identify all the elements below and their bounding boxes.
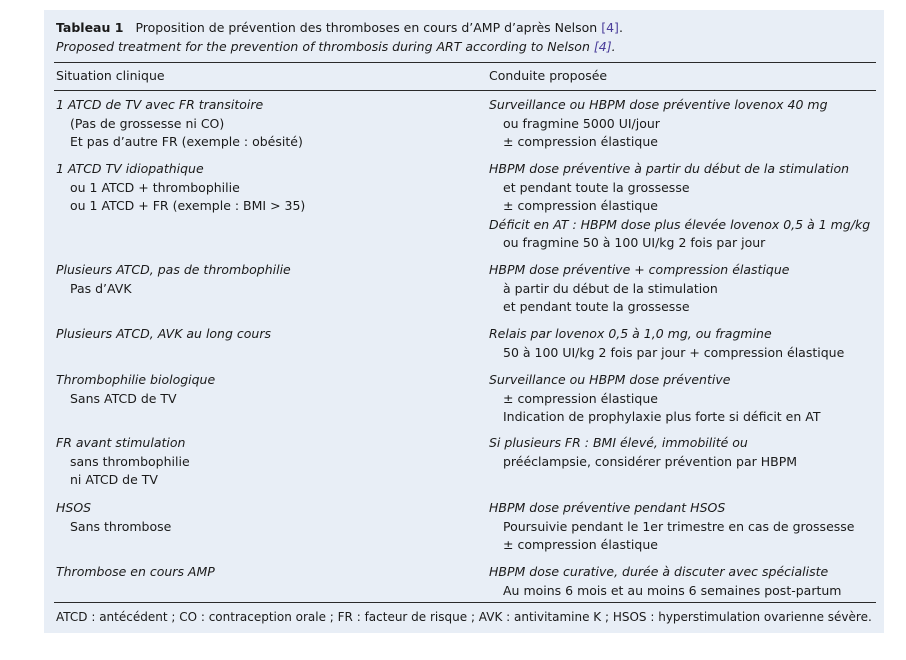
cell-line: HBPM dose curative, durée à discuter avec spécialiste: [489, 564, 829, 579]
caption-en: Proposed treatment for the prevention of thrombosis during ART according to Nelson: [56, 39, 590, 54]
cell-line: ou 1 ATCD + thrombophilie: [70, 179, 240, 195]
header-rule: [54, 90, 876, 91]
cell-line: HBPM dose préventive pendant HSOS: [489, 500, 726, 515]
cell-line: et pendant toute la grossesse: [503, 179, 690, 195]
table-cell-conduite: [489, 325, 844, 362]
cell-line: Au moins 6 mois et au moins 6 semaines post-partum: [503, 582, 842, 598]
bottom-rule: [54, 602, 876, 603]
table-cell-conduite: [489, 371, 820, 427]
cell-line: ± compression élastique: [503, 390, 658, 406]
cell-line: 1 ATCD TV idiopathique: [56, 161, 204, 176]
cell-line: ou 1 ATCD + FR (exemple : BMI > 35): [70, 198, 306, 213]
cell-line: sans thrombophilie: [70, 453, 190, 469]
cell-line: HBPM dose préventive + compression élastique: [489, 262, 790, 277]
header-situation: Situation clinique: [56, 68, 165, 83]
table-cell-situation: [56, 160, 305, 216]
cell-line: Surveillance ou HBPM dose préventive: [489, 372, 731, 387]
cell-line: Indication de prophylaxie plus forte si déficit en AT: [503, 409, 821, 424]
cell-line: Poursuivie pendant le 1er trimestre en cas de grossesse: [503, 518, 855, 534]
cell-line: FR avant stimulation: [56, 435, 186, 450]
table-cell-situation: [56, 325, 271, 344]
caption-fr: Proposition de prévention des thromboses en cours d’AMP d’après Nelson: [135, 20, 598, 35]
cell-line: Surveillance ou HBPM dose préventive lovenox 40 mg: [489, 97, 828, 112]
table-footnote: ATCD : antécédent ; CO : contraception orale ; FR : facteur de risque ; AVK : antivitamine K ; HSOS : hyperstimulation ovarienne sévère.: [56, 610, 872, 624]
cell-line: HBPM dose préventive à partir du début de la stimulation: [489, 161, 850, 176]
cell-line: Et pas d’autre FR (exemple : obésité): [70, 134, 303, 149]
cell-line: ou fragmine 5000 UI/jour: [503, 115, 660, 131]
cell-line: Pas d’AVK: [70, 280, 132, 296]
cell-line: 50 à 100 UI/kg 2 fois par jour + compression élastique: [503, 344, 845, 360]
table-cell-conduite: [489, 160, 870, 253]
cell-line: ± compression élastique: [503, 134, 658, 149]
cell-line: HSOS: [56, 500, 92, 515]
cell-line: Sans ATCD de TV: [70, 390, 177, 406]
table-cell-conduite: [489, 261, 789, 317]
cell-line: ± compression élastique: [503, 537, 658, 552]
cell-line: Si plusieurs FR : BMI élevé, immobilité ou: [489, 435, 748, 450]
cell-line: Plusieurs ATCD, pas de thrombophilie: [56, 262, 291, 277]
table-cell-conduite: [489, 96, 828, 152]
cell-line: 1 ATCD de TV avec FR transitoire: [56, 97, 264, 112]
table-cell-situation: [56, 563, 215, 582]
table-panel: [44, 10, 884, 633]
cell-line: Déficit en AT : HBPM dose plus élevée lovenox 0,5 à 1 mg/kg: [489, 216, 871, 232]
cell-line: Plusieurs ATCD, AVK au long cours: [56, 326, 271, 341]
cell-line: Sans thrombose: [70, 518, 172, 534]
table-cell-situation: [56, 96, 303, 152]
header-conduite: Conduite proposée: [489, 68, 608, 83]
caption-ref-en: [4]: [593, 39, 612, 54]
caption-en-line: Proposed treatment for the prevention of thrombosis during ART according to Nelson [4].: [56, 39, 616, 54]
cell-line: et pendant toute la grossesse: [503, 299, 690, 314]
caption-fr-line: Tableau 1 Proposition de prévention des thromboses en cours d’AMP d’après Nelson [4].: [56, 20, 623, 35]
table-cell-situation: [56, 371, 215, 408]
cell-line: ni ATCD de TV: [70, 472, 158, 487]
top-rule: [54, 62, 876, 63]
table-cell-situation: [56, 434, 190, 490]
cell-line: prééclampsie, considérer prévention par HBPM: [503, 453, 798, 469]
caption-ref: [4]: [601, 20, 619, 35]
cell-line: ou fragmine 50 à 100 UI/kg 2 fois par jour: [503, 235, 766, 250]
table-caption: [56, 18, 623, 56]
caption-label: Tableau 1: [56, 20, 124, 35]
cell-line: à partir du début de la stimulation: [503, 280, 718, 296]
table-cell-situation: [56, 499, 171, 536]
cell-line: (Pas de grossesse ni CO): [70, 115, 225, 131]
cell-line: Relais par lovenox 0,5 à 1,0 mg, ou fragmine: [489, 326, 772, 341]
table-cell-situation: [56, 261, 291, 298]
table-cell-conduite: [489, 563, 841, 600]
cell-line: ± compression élastique: [503, 198, 658, 213]
cell-line: Thrombophilie biologique: [56, 372, 216, 387]
table-cell-conduite: [489, 434, 797, 471]
cell-line: Thrombose en cours AMP: [56, 564, 215, 579]
table-cell-conduite: [489, 499, 854, 555]
